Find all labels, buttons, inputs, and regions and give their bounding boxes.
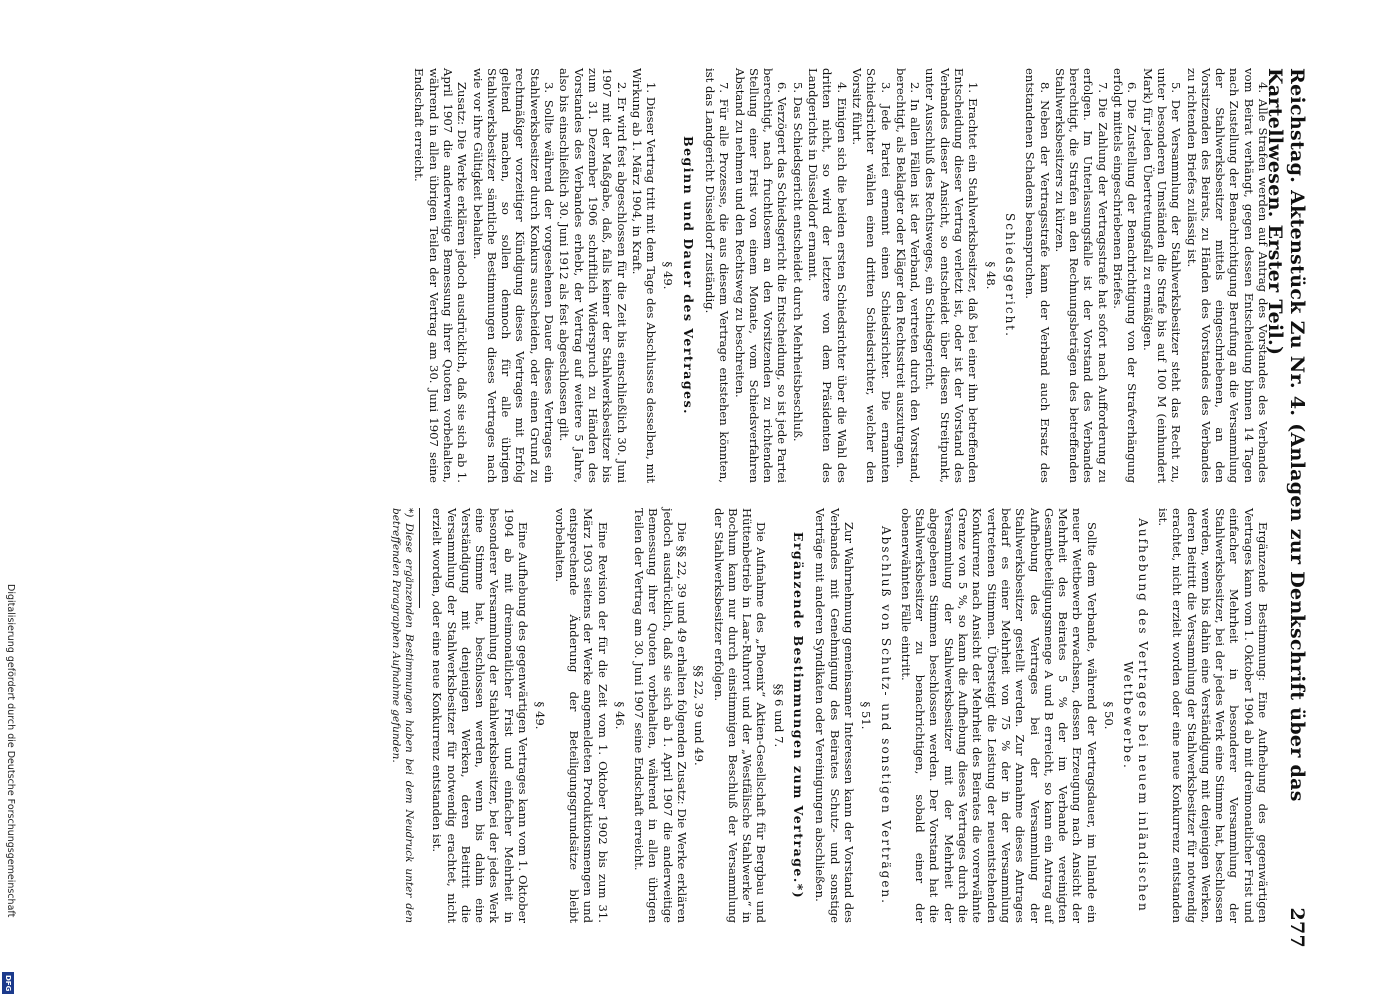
paragraph: Zusatz: Die Werke erklären jedoch ausdrücklich, daß sie sich ab 1. April 1907 die anderweitige Bemessung ihrer Quoten vorbehalten, während in allen übrigen Teilen der Vertrag am 30. Juni 1907 seine Endschaft erreicht. (412, 68, 470, 483)
paragraph: 2. In allen Fällen ist der Verband, vertreten durch den Vorstand, berechtigt, als Beklagter oder Kläger den Rechtsstreit auszutragen. (893, 68, 923, 483)
paragraph: 6. Verzögert das Schiedsgericht die Entscheidung, so ist jede Partei berechtigt, nach fruchtlosem an den Vorsitzenden zu richtenden Stellung einer Frist von einem Monate, vom Schiedsverfahren Abstand zu nehmen und den Rechtsweg zu beschreiten. (732, 68, 790, 483)
section-number: § 50. (1102, 701, 1117, 730)
paragraph: 4. Einigen sich die beiden ersten Schiedsrichter über die Wahl des dritten nicht, so wird der letztere von dem Präsidenten des Landgerichts in Düsseldorf ernannt. (806, 68, 849, 483)
paragraph: Die §§ 22, 39 und 49 erhalten folgenden Zusatz: Die Werke erklären jedoch ausdrücklich, daß sie sich ab 1. April 1907 die anderweitige Bemessung ihrer Quoten vorbehalten, während in allen übrigen Teilen der Vertrag am 30. Juni 1907 seine Endschaft erreicht. (632, 508, 690, 923)
right-column (389, 508, 1270, 923)
section-number: § 48. (983, 261, 998, 290)
paragraph: 7. Für alle Prozesse, die aus diesem Vertrage entstehen könnten, ist das Landgericht Düsseldorf zuständig. (703, 68, 732, 483)
paragraph: 1. Dieser Vertrag tritt mit dem Tage des Abschlusses desselben, mit Wirkung ab 1. März 1904, in Kraft. (629, 68, 659, 483)
paragraph: 3. Sollte während der vorgesehenen Dauer dieses Vertrages ein Stahlwerksbesitzer durch Konkurs ausscheiden, oder einen Grund zu rechtmäßiger vorzeitiger Kündigung dieses Vertrages mit Erfolg geltend machen, so sollen dennoch für alle übrigen Stahlwerksbesitzer sämtliche Bestimmungen dieses Vertrages nach wie vor ihre Gültigkeit behalten. (470, 68, 557, 483)
section-number: § 49. (661, 261, 676, 290)
section-heading: Aufhebung des Vertrages bei neuem inländischen Wettbewerbe. (1121, 518, 1150, 913)
footnote-divider (419, 508, 420, 608)
paragraph: 6. Die Zustellung der Benachrichtigung von der Strafverhängung erfolgt mittels eingeschriebenen Briefes. (1111, 68, 1140, 483)
paragraph: 2. Er wird fest abgeschlossen für die Zeit bis einschließlich 30. Juni 1907 mit der Maßgabe, daß, falls keiner der Stahlwerksbesitzer bis zum 31. Dezember 1906 schriftlich Widerspruch zu Händen des Vorstandes des Verbandes erhebt, der Vertrag auf weitere 5 Jahre, also bis einschließlich 30. Juni 1912 als fest abgeschlossen gilt. (557, 68, 629, 483)
scanned-page (80, 68, 1310, 948)
section-number: § 51. (859, 701, 874, 730)
section-heading: Beginn und Dauer des Vertrages. (680, 136, 696, 415)
dfg-logo-icon: DFG (2, 972, 14, 994)
footnote: *) Diese ergänzenden Bestimmungen haben bei dem Neudruck unter den betreffenden Paragraphen Aufnahme gefunden. (390, 508, 415, 923)
paragraph: 8. Neben der Vertragsstrafe kann der Verband auch Ersatz des entstandenen Schadens beanspruchen. (1023, 68, 1052, 483)
attribution-text: Digitalisierung gefördert durch die Deutsche Forschungsgemeinschaft (5, 584, 16, 918)
paragraph: 4. Alle Strafen werden auf Antrag des Vorstandes des Verbandes vom Beirat verhängt, gegen dessen Entscheidung binnen 14 Tagen nach Zustellung der Benachrichtigung Berufung an die Versammlung der Stahlwerksbesitzer mittels eingeschriebenen, an den Vorsitzenden des Beirats, zu Händen des Vorstandes des Verbandes zu richtenden Briefes zulässig ist. (1184, 68, 1270, 483)
paragraph: 3. Jede Partei ernennt einen Schiedsrichter. Die ernannten Schiedsrichter wählen einen dritten Schiedsrichter, welcher den Vorsitz führt. (849, 68, 893, 483)
paragraph: Ergänzende Bestimmung: Eine Aufhebung des gegenwärtigen Vertrages kann vom 1. Oktober 1904 ab mit dreimonatlicher Frist und einfacher Mehrheit in besonderer Versammlung der Stahlwerksbesitzer, bei der jedes Werk eine Stimme hat, beschlossen werden, wenn bis dahin eine Verständigung mit denjenigen Werken, deren Beitritt die Versammlung der Stahlwerksbesitzer für notwendig erachtet, nicht erzielt worden oder eine neue Konkurrenz entstanden ist. (1155, 508, 1270, 923)
page-header (1264, 68, 1310, 948)
paragraph: Eine Aufhebung des gegenwärtigen Vertrages kann vom 1. Oktober 1904 ab mit dreimonatlicher Frist und einfacher Mehrheit in besonderer Versammlung der Stahlwerksbesitzer, bei der jedes Werk eine Stimme hat, beschlossen werden, wenn bis dahin eine Verständigung mit denjenigen Werken, deren Beitritt die Versammlung der Stahlwerksbesitzer für notwendig erachtet, nicht erzielt worden, oder eine neue Konkurrenz entstanden ist. (430, 508, 531, 923)
section-number: § 49. (533, 701, 548, 730)
paragraph: Eine Revision der für die Zeit vom 1. Oktober 1902 bis zum 31. März 1903 seitens der Werke angemeldeten Produktionsmengen und entsprechende Änderung der Beteiligungsgrundsätze bleibt vorbehalten. (552, 508, 610, 923)
paragraph: 7. Die Zahlung der Vertragsstrafe hat sofort nach Aufforderung zu erfolgen. Im Unterlassungsfalle ist der Vorstand des Verbandes berechtigt, die Strafen an den Rechnungsbeträgen des betreffenden Stahlwerksbesitzers zu kürzen. (1052, 68, 1110, 483)
section-heading: Ergänzende Bestimmungen zum Vertrage.*) (791, 531, 807, 900)
section-number: §§ 6 und 7. (771, 683, 786, 748)
paragraph: 5. Der Versammlung der Stahlwerksbesitzer steht das Recht zu, unter besonderen Umständen die Strafe bis auf 100 M (einhundert Mark) für jeden Übertretungsfall zu ermäßigen. (1140, 68, 1184, 483)
section-number: §§ 22, 39 und 49. (692, 665, 707, 766)
section-heading: Abschluß von Schutz- und sonstigen Verträgen. (878, 526, 893, 905)
attribution-strip (2, 584, 16, 994)
paragraph: 1. Erachtet ein Stahlwerksbesitzer, daß bei einer ihn betreffenden Entscheidung dieser Vertrag verletzt ist, oder ist der Vorstand des Verbandes dieser Ansicht, so entscheidet über diesen Streitpunkt, unter Ausschluß des Rechtsweges, ein Schiedsgericht. (923, 68, 981, 483)
left-column (411, 68, 1270, 483)
paragraph: Zur Wahrnehmung gemeinsamer Interessen kann der Vorstand des Verbandes mit Genehmigung des Beirates Schutz- und sonstige Verträge mit anderen Syndikaten oder Vereinigungen abschließen. (813, 508, 856, 923)
section-heading: Schiedsgericht. (1002, 213, 1017, 338)
paragraph: Sollte dem Verbande, während der Vertragsdauer, im Inlande ein neuer Wettbewerb erwachsen, dessen Erzeugung nach Ansicht der Mehrheit des Beirates 5 % der im Verbande vereinigten Gesamtbeteiligungsmenge A und B erreicht, so kann ein Antrag auf Aufhebung des Vertrages bei der Versammlung der Stahlwerksbesitzer gestellt werden. Zur Annahme dieses Antrages bedarf es einer Mehrheit von 75 % der in der Versammlung vertretenen Stimmen. Übersteigt die Leistung der neuentstehenden Konkurrenz nach Ansicht der Mehrheit des Beirates die vorerwähnte Grenze von 5 %, so kann die Aufhebung dieses Vertrages durch die Versammlung der Stahlwerksbesitzer mit der Mehrheit der abgegebenen Stimmen beschlossen werden. Der Vorstand hat die Stahlwerksbesitzer zu benachrichtigen, sobald einer der obenerwähnten Fälle eintritt. (898, 508, 1099, 923)
paragraph: Die Aufnahme des „Phoenix“ Aktien-Gesellschaft für Bergbau und Hüttenbetrieb in Laar-Ruhrort und der „Westfälische Stahlwerke“ in Bochum kann nur durch einstimmigen Beschluß der Versammlung der Stahlwerksbesitzer erfolgen. (711, 508, 769, 923)
paragraph: 5. Das Schiedsgericht entscheidet durch Mehrheitsbeschluß. (790, 82, 805, 442)
running-title: Reichstag. Aktenstück Zu Nr. 4. (Anlagen zur Denkschrift über das Kartellwesen. Erster Teil.) (1264, 68, 1308, 802)
page-number: 277 (1286, 907, 1308, 948)
section-number: § 46. (612, 701, 627, 730)
